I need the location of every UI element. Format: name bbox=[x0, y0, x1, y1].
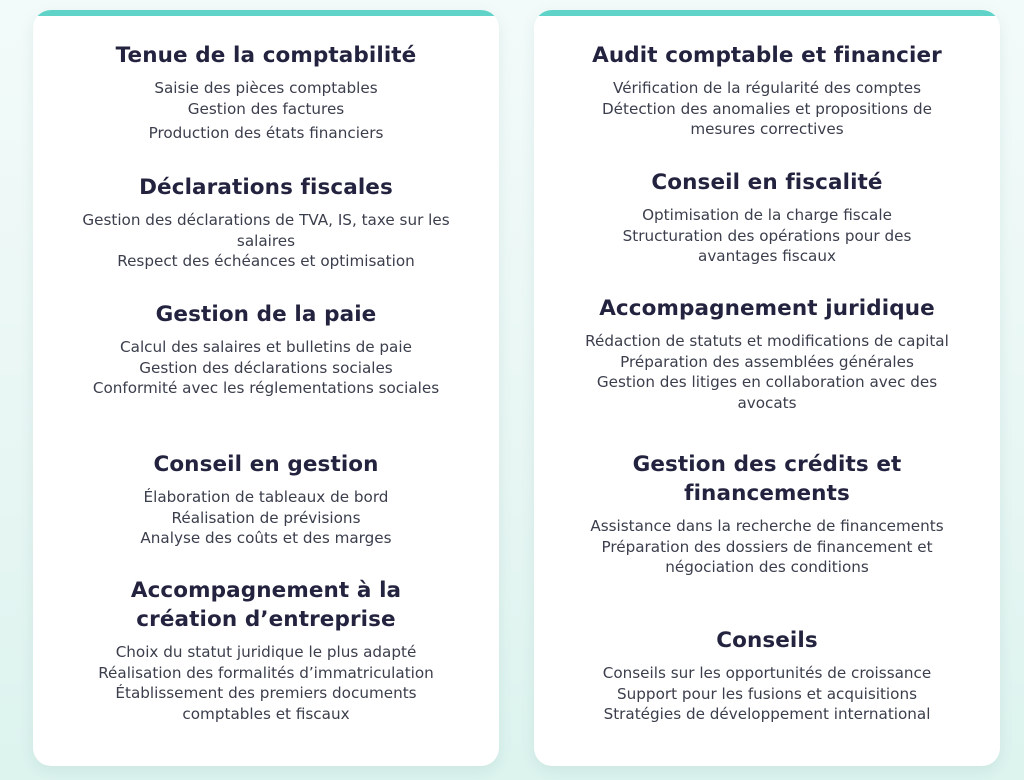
section-item-list bbox=[534, 663, 1000, 725]
service-section-audit bbox=[534, 41, 1000, 140]
section-item: Préparation des assemblées générales bbox=[620, 352, 914, 371]
section-title: Déclarations fiscales bbox=[139, 175, 393, 200]
section-title: Conseil en fiscalité bbox=[651, 170, 883, 195]
services-card-right bbox=[534, 10, 1000, 766]
service-section-paie bbox=[33, 300, 499, 399]
section-item-list bbox=[33, 642, 499, 724]
section-item-list bbox=[534, 78, 1000, 140]
section-item: Support pour les fusions et acquisitions bbox=[617, 684, 917, 703]
section-item: Gestion des déclarations sociales bbox=[139, 358, 393, 377]
section-item-list bbox=[534, 205, 1000, 267]
service-section-conseil-gestion bbox=[33, 450, 499, 549]
section-title: Conseils bbox=[716, 628, 818, 653]
section-item: Élaboration de tableaux de bord bbox=[143, 488, 389, 506]
section-item: Établissement des premiers documents comptables et fiscaux bbox=[115, 684, 417, 723]
section-item: Calcul des salaires et bulletins de paie bbox=[120, 338, 412, 356]
section-title: Accompagnement juridique bbox=[599, 296, 935, 321]
section-item: Réalisation de prévisions bbox=[171, 508, 361, 527]
section-item: Structuration des opérations pour des avantages fiscaux bbox=[622, 226, 912, 266]
service-section-accompagnement-juridique bbox=[534, 294, 1000, 413]
section-item: Respect des échéances et optimisation bbox=[117, 252, 415, 271]
service-section-comptabilite bbox=[33, 41, 499, 144]
section-item: Gestion des factures bbox=[187, 99, 345, 118]
section-item: Gestion des litiges en collaboration avec des avocats bbox=[596, 373, 938, 412]
services-card-left bbox=[33, 10, 499, 766]
section-item: Assistance dans la recherche de financements bbox=[590, 517, 944, 535]
section-item: Analyse des coûts et des marges bbox=[140, 529, 392, 548]
section-title: Tenue de la comptabilité bbox=[115, 43, 417, 68]
section-item: Préparation des dossiers de financement et négociation des conditions bbox=[601, 537, 933, 577]
section-item: Conformité avec les réglementations sociales bbox=[92, 379, 440, 398]
section-item-list bbox=[534, 331, 1000, 413]
section-title: Conseil en gestion bbox=[153, 452, 379, 477]
service-section-credits-financements bbox=[534, 450, 1000, 578]
section-item-list bbox=[33, 337, 499, 399]
section-item: Optimisation de la charge fiscale bbox=[642, 206, 892, 224]
section-item: Choix du statut juridique le plus adapté bbox=[115, 643, 417, 661]
section-item: Réalisation des formalités d’immatriculation bbox=[98, 663, 434, 682]
section-item: Stratégies de développement international bbox=[603, 705, 931, 724]
section-title: Accompagnement à la création d’entreprise bbox=[130, 578, 402, 632]
service-section-declarations-fiscales bbox=[33, 173, 499, 272]
service-section-conseils bbox=[534, 626, 1000, 725]
section-item: Production des états financiers bbox=[148, 124, 384, 143]
section-item-list bbox=[534, 516, 1000, 578]
section-title: Gestion de la paie bbox=[155, 302, 377, 327]
section-item: Gestion des déclarations de TVA, IS, taxe sur les salaires bbox=[82, 211, 450, 250]
service-section-creation-entreprise bbox=[33, 576, 499, 724]
section-item: Rédaction de statuts et modifications de capital bbox=[585, 332, 949, 350]
section-item: Conseils sur les opportunités de croissance bbox=[602, 664, 932, 682]
section-item: Saisie des pièces comptables bbox=[154, 79, 378, 97]
section-title: Gestion des crédits et financements bbox=[632, 452, 902, 506]
section-item-list bbox=[33, 210, 499, 272]
section-item: Vérification de la régularité des comptes bbox=[613, 79, 921, 97]
section-item-list bbox=[33, 78, 499, 144]
section-item: Détection des anomalies et propositions de mesures correctives bbox=[601, 99, 933, 139]
section-title: Audit comptable et financier bbox=[592, 43, 942, 68]
section-item-list bbox=[33, 487, 499, 549]
service-section-conseil-fiscalite bbox=[534, 168, 1000, 267]
